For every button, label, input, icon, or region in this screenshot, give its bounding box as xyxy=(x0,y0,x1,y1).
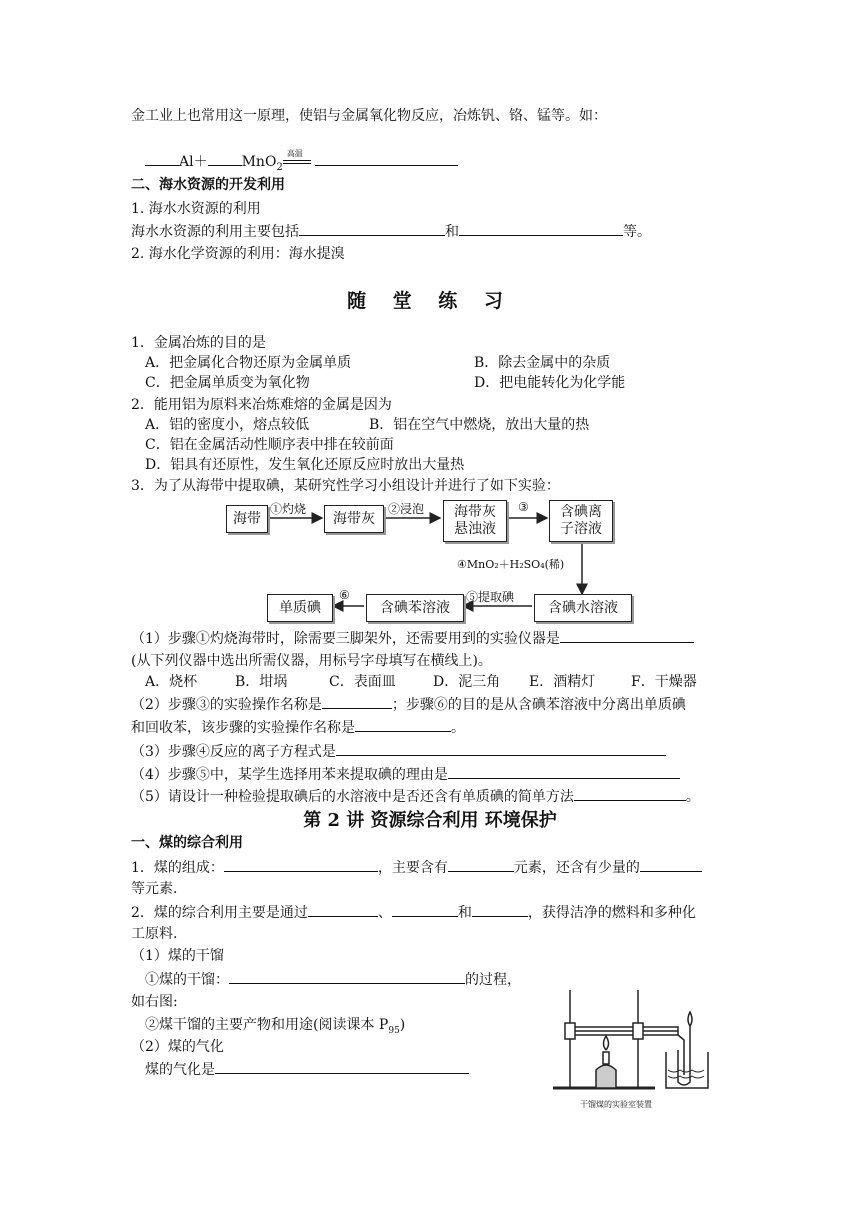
q1-option-a: A．把金属化合物还原为金属单质 xyxy=(145,355,352,371)
blank[interactable] xyxy=(229,969,465,984)
q2-option-d: D．铝具有还原性，发生氧化还原反应时放出大量热 xyxy=(145,457,465,473)
q1-option-c: C．把金属单质变为氧化物 xyxy=(145,375,310,391)
intro-line: 金工业上也常用这一原理，使铝与金属氧化物反应，冶炼钒、铬、锰等。如： xyxy=(131,108,607,124)
text: ，获得洁净的燃料和多种化 xyxy=(527,905,696,921)
blank[interactable] xyxy=(355,717,451,732)
arrow-label-4: ④MnO₂＋H₂SO₄(稀) xyxy=(457,558,565,571)
text: 海水水资源的利用主要包括 xyxy=(131,224,299,240)
flow-box-iodine-water: 含碘水溶液 xyxy=(534,594,632,622)
arrow-label-6: ⑥ xyxy=(339,588,350,602)
text: 和 xyxy=(457,905,472,921)
opt-a: A．烧杯 xyxy=(145,674,198,690)
coal-gasification-def xyxy=(145,1059,469,1080)
text: ) xyxy=(399,1017,406,1033)
text: 等。 xyxy=(623,224,651,240)
condition-label: 高温 xyxy=(286,149,303,158)
coal-use-end: 工原料. xyxy=(131,926,178,942)
figure-caption: 干馏煤的实验室装置 xyxy=(580,1100,652,1109)
coal-section-title: 一、煤的综合利用 xyxy=(131,835,243,851)
text: 2．煤的综合利用主要是通过 xyxy=(131,905,308,921)
opt-c: C．表面皿 xyxy=(329,674,396,690)
blank[interactable] xyxy=(472,902,528,917)
text: 1．煤的组成： xyxy=(131,860,224,876)
flow-box-iodide-solution: 含碘离 子溶液 xyxy=(549,500,613,542)
flow-box-suspension: 海带灰 悬浊液 xyxy=(443,500,507,542)
q3-options xyxy=(145,672,697,692)
question-3: 3．为了从海带中提取碘，某研究性学习小组设计并进行了如下实验： xyxy=(131,478,560,494)
text: ，主要含有 xyxy=(377,860,448,876)
flow-box-ash: 海带灰 xyxy=(324,505,384,533)
coal-use xyxy=(131,902,696,923)
blank[interactable] xyxy=(574,786,686,801)
blank[interactable] xyxy=(336,741,666,756)
opt-d: D．泥三角 xyxy=(433,674,501,690)
q2-option-b: B．铝在空气中燃烧，放出大量的热 xyxy=(369,417,590,433)
text: 和回收苯，该步骤的实验操作名称是 xyxy=(131,720,355,736)
text: 的过程， xyxy=(465,972,521,988)
blank[interactable] xyxy=(448,764,680,779)
q1-option-d: D．把电能转化为化学能 xyxy=(474,375,626,391)
flow-box-seaweed: 海带 xyxy=(226,505,268,533)
text: （5）请设计一种检验提取碘后的水溶液中是否还含有单质碘的简单方法 xyxy=(131,789,574,805)
blank[interactable] xyxy=(322,694,392,709)
text: （4）步骤⑤中，某学生选择用苯来提取碘的理由是 xyxy=(131,767,448,783)
text: 、 xyxy=(377,905,392,921)
blank[interactable] xyxy=(215,1059,469,1074)
q3-part-1b: (从下列仪器中选出所需仪器，用标号字母填写在横线上)。 xyxy=(131,653,492,669)
blank[interactable] xyxy=(640,857,702,872)
blank[interactable] xyxy=(448,857,514,872)
coal-composition xyxy=(131,857,702,878)
q3-part-5 xyxy=(131,786,700,807)
see-figure: 如右图: xyxy=(131,994,178,1010)
opt-b: B．坩埚 xyxy=(235,674,288,690)
question-1: 1．金属冶炼的目的是 xyxy=(131,335,266,351)
text: 元素，还含有少量的 xyxy=(513,860,640,876)
section-title: 二、海水资源的开发利用 xyxy=(131,177,285,193)
opt-e: E．酒精灯 xyxy=(529,674,596,690)
text: （1）步骤①灼烧海带时，除需要三脚架外，还需要用到的实验仪器是 xyxy=(131,631,560,647)
practice-title: 随 堂 练 习 xyxy=(347,290,513,312)
eq-mno2: MnO xyxy=(241,154,277,170)
arrow-label-2: ②浸泡 xyxy=(388,502,425,516)
text: 和 xyxy=(445,224,459,240)
question-2: 2．能用铝为原料来冶炼难熔的金属是因为 xyxy=(131,397,392,413)
text: （3）步骤④反应的离子方程式是 xyxy=(131,744,336,760)
item-1: 1. 海水水资源的利用 xyxy=(131,201,261,217)
q3-part-1 xyxy=(131,628,694,649)
eq-sub: 2 xyxy=(276,161,283,173)
q2-option-a: A．铝的密度小，熔点较低 xyxy=(145,417,310,433)
sub: 95 xyxy=(388,1025,400,1036)
coal-composition-end: 等元素. xyxy=(131,881,178,897)
coal-distillation-def xyxy=(145,969,521,990)
text: 。 xyxy=(685,789,700,805)
arrow-label-3: ③ xyxy=(518,500,529,514)
flow-box-iodine: 单质碘 xyxy=(267,594,333,622)
text: 煤的气化是 xyxy=(145,1062,215,1078)
blank[interactable] xyxy=(560,628,694,643)
q3-part-2 xyxy=(131,694,686,715)
q3-part-3 xyxy=(131,741,666,762)
blank[interactable] xyxy=(308,902,378,917)
q1-option-b: B．除去金属中的杂质 xyxy=(474,355,611,371)
q2-option-c: C．铝在金属活动性顺序表中排在较前面 xyxy=(145,437,394,453)
item-2: 2. 海水化学资源的利用：海水提溴 xyxy=(131,246,345,262)
q3-part-2b xyxy=(131,717,465,738)
text: ；步骤⑥的目的是从含碘苯溶液中分离出单质碘 xyxy=(391,697,686,713)
coal-distillation-title: （1）煤的干馏 xyxy=(131,948,224,964)
q3-part-4 xyxy=(131,764,680,785)
arrow-label-1: ①灼烧 xyxy=(270,502,307,516)
flow-box-iodine-benzene: 含碘苯溶液 xyxy=(366,594,464,622)
text: （2）步骤③的实验操作名称是 xyxy=(131,697,322,713)
text: ①煤的干馏： xyxy=(145,972,229,988)
text: ②煤干馏的主要产物和用途(阅读课本 P xyxy=(145,1017,389,1033)
blank[interactable] xyxy=(392,902,458,917)
eq-al: Al＋ xyxy=(179,154,208,170)
lecture-2-title: 第 2 讲 资源综合利用 环境保护 xyxy=(303,810,557,831)
blank[interactable] xyxy=(224,857,378,872)
arrow-label-5: ⑤提取碘 xyxy=(466,590,515,604)
coal-gasification-title: （2）煤的气化 xyxy=(131,1039,224,1055)
opt-f: F．干燥器 xyxy=(631,674,697,690)
text: 。 xyxy=(451,720,465,736)
